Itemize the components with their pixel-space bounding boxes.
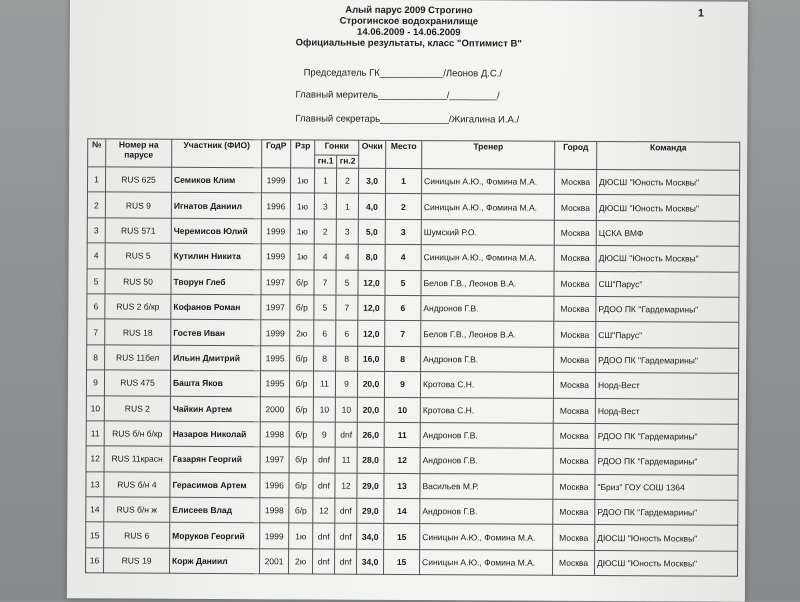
cell-city: Москва bbox=[553, 423, 595, 449]
event-dates: 14.06.2009 - 14.06.2009 bbox=[357, 26, 461, 39]
cell-sail: RUS 2 б/кр bbox=[105, 294, 171, 320]
cell-place: 12 bbox=[384, 448, 420, 474]
cell-coach: Андронов Г.В. bbox=[421, 346, 554, 372]
cell-rank: б/р bbox=[289, 473, 313, 499]
cell-coach: Андронов Г.В. bbox=[420, 499, 553, 525]
chief-measurer-signature-line: Главный меритель_____________/_________/ bbox=[295, 89, 500, 102]
cell-sail: RUS 475 bbox=[104, 370, 170, 396]
cell-team: РДОО ПК "Гардемарины" bbox=[596, 296, 739, 322]
cell-year: 1999 bbox=[261, 244, 290, 270]
cell-sail: RUS 571 bbox=[105, 218, 171, 244]
table-row bbox=[85, 548, 737, 577]
cell-r2: 9 bbox=[335, 371, 357, 397]
cell-team: Норд-Вест bbox=[595, 373, 738, 399]
cell-sail: RUS 19 bbox=[103, 548, 169, 574]
cell-team: ДЮСШ "Юность Москвы" bbox=[596, 246, 739, 272]
cell-place: 14 bbox=[384, 498, 420, 524]
results-sheet bbox=[67, 0, 748, 602]
cell-r2: 8 bbox=[336, 346, 358, 372]
cell-r1: 5 bbox=[314, 295, 336, 321]
cell-rank: б/р bbox=[289, 371, 313, 397]
table-row bbox=[87, 167, 739, 196]
cell-place: 10 bbox=[384, 397, 420, 423]
col-header-num: № bbox=[88, 139, 106, 167]
cell-points: 34,0 bbox=[357, 549, 384, 575]
cell-team: ЦСКА ВМФ bbox=[596, 220, 739, 246]
results-class-title: Официальные результаты, класс "Оптимист В" bbox=[295, 37, 522, 50]
table-row bbox=[87, 319, 739, 348]
cell-r1: dnf bbox=[313, 447, 335, 473]
cell-city: Москва bbox=[553, 449, 595, 475]
cell-points: 4,0 bbox=[358, 194, 385, 220]
cell-coach: Андронов Г.В. bbox=[420, 448, 553, 474]
cell-num: 7 bbox=[87, 319, 105, 344]
cell-num: 4 bbox=[87, 243, 105, 268]
cell-points: 20,0 bbox=[357, 371, 384, 397]
col-header-name: Участник (ФИО) bbox=[172, 139, 262, 167]
cell-r2: 6 bbox=[336, 320, 358, 346]
cell-name: Черемисов Юлий bbox=[171, 218, 261, 244]
table-row bbox=[87, 218, 739, 247]
cell-points: 12,0 bbox=[358, 295, 385, 321]
cell-place: 3 bbox=[385, 219, 421, 245]
cell-points: 8,0 bbox=[358, 244, 385, 270]
cell-year: 1998 bbox=[260, 422, 289, 448]
cell-place: 8 bbox=[385, 346, 421, 372]
table-row bbox=[86, 370, 738, 399]
table-row bbox=[87, 192, 739, 221]
cell-city: Москва bbox=[553, 398, 595, 424]
cell-r1: 10 bbox=[313, 397, 335, 423]
cell-year: 1997 bbox=[261, 269, 290, 295]
cell-coach: Синицын А.Ю., Фомина М.А. bbox=[420, 549, 553, 575]
cell-place: 4 bbox=[385, 245, 421, 271]
cell-team: РДОО ПК "Гардемарины" bbox=[596, 347, 739, 373]
col-header-points: Очки bbox=[359, 140, 386, 168]
cell-year: 1996 bbox=[260, 472, 289, 498]
cell-r2: 10 bbox=[335, 397, 357, 423]
cell-place: 2 bbox=[385, 194, 421, 220]
cell-coach: Васильев М.Р. bbox=[420, 473, 553, 499]
cell-r1: 6 bbox=[314, 320, 336, 346]
cell-coach: Шумский Р.О. bbox=[421, 219, 554, 245]
col-header-team: Команда bbox=[597, 141, 740, 170]
cell-team: РДОО ПК "Гардемарины" bbox=[595, 500, 738, 526]
cell-rank: 2ю bbox=[288, 549, 312, 575]
cell-rank: 1ю bbox=[290, 219, 314, 245]
cell-coach: Андронов Г.В. bbox=[421, 296, 554, 322]
col-header-place: Место bbox=[386, 140, 422, 168]
cell-team: ДЮСШ "Юность Москвы" bbox=[596, 169, 739, 195]
cell-city: Москва bbox=[554, 169, 596, 195]
table-row bbox=[86, 472, 738, 501]
cell-num: 3 bbox=[87, 218, 105, 243]
col-header-race2: гн.2 bbox=[337, 155, 359, 168]
cell-points: 5,0 bbox=[358, 219, 385, 245]
cell-name: Елисеев Влад bbox=[170, 497, 260, 523]
cell-team: ДЮСШ "Юность Москвы" bbox=[595, 525, 738, 551]
col-header-race1: гн.1 bbox=[315, 155, 337, 168]
event-title: Алый парус 2009 Строгино bbox=[345, 4, 473, 17]
table-row bbox=[87, 268, 739, 297]
cell-r1: 12 bbox=[313, 498, 335, 524]
col-header-city: Город bbox=[555, 141, 597, 169]
cell-city: Москва bbox=[553, 550, 595, 576]
cell-num: 14 bbox=[86, 497, 104, 522]
cell-r1: dnf bbox=[312, 549, 334, 575]
cell-rank: 2ю bbox=[290, 320, 314, 346]
cell-r2: 12 bbox=[335, 473, 357, 499]
results-table bbox=[85, 138, 740, 577]
cell-team: ДЮСШ "Юность Москвы" bbox=[596, 195, 739, 221]
cell-sail: RUS б/н б/кр bbox=[104, 421, 170, 447]
cell-city: Москва bbox=[553, 499, 595, 525]
cell-place: 6 bbox=[385, 295, 421, 321]
cell-r1: 3 bbox=[314, 193, 336, 219]
cell-name: Творун Глеб bbox=[171, 269, 261, 295]
cell-rank: 1ю bbox=[290, 168, 314, 194]
cell-rank: 1ю bbox=[290, 193, 314, 219]
cell-sail: RUS 18 bbox=[105, 319, 171, 345]
cell-year: 2001 bbox=[259, 549, 288, 575]
cell-rank: б/р bbox=[290, 269, 314, 295]
cell-city: Москва bbox=[554, 271, 596, 297]
cell-sail: RUS 9 bbox=[105, 192, 171, 218]
cell-name: Кофанов Роман bbox=[171, 294, 261, 320]
cell-r2: 5 bbox=[336, 270, 358, 296]
cell-place: 9 bbox=[384, 372, 420, 398]
cell-points: 26,0 bbox=[357, 422, 384, 448]
col-header-sail: Номер на парусе bbox=[106, 139, 172, 167]
cell-city: Москва bbox=[554, 322, 596, 348]
cell-coach: Синицын А.Ю., Фомина М.А. bbox=[421, 194, 554, 220]
cell-sail: RUS 6 bbox=[104, 522, 170, 548]
cell-team: СШ"Парус" bbox=[596, 322, 739, 348]
cell-name: Герасимов Артем bbox=[170, 472, 260, 498]
venue: Строгинское водохранилище bbox=[339, 15, 479, 28]
cell-coach: Белов Г.В., Леонов В.А. bbox=[421, 270, 554, 296]
cell-team: "Бриз" ГОУ СОШ 1364 bbox=[595, 474, 738, 500]
cell-num: 12 bbox=[86, 446, 104, 471]
cell-sail: RUS 2 bbox=[104, 395, 170, 421]
cell-rank: 1ю bbox=[289, 523, 313, 549]
cell-year: 1998 bbox=[260, 498, 289, 524]
cell-year: 1997 bbox=[261, 295, 290, 321]
cell-name: Назаров Николай bbox=[170, 421, 260, 447]
cell-r1: 4 bbox=[314, 244, 336, 270]
cell-city: Москва bbox=[554, 245, 596, 271]
cell-r1: 1 bbox=[314, 168, 336, 194]
cell-city: Москва bbox=[554, 220, 596, 246]
cell-r2: 7 bbox=[336, 295, 358, 321]
table-row bbox=[86, 395, 738, 424]
cell-points: 20,0 bbox=[357, 397, 384, 423]
cell-rank: б/р bbox=[289, 396, 313, 422]
table-row bbox=[87, 294, 739, 323]
cell-year: 1995 bbox=[260, 371, 289, 397]
cell-city: Москва bbox=[554, 195, 596, 221]
cell-name: Игнатов Даниил bbox=[171, 193, 261, 219]
cell-r1: 11 bbox=[313, 371, 335, 397]
cell-name: Чайкин Артем bbox=[170, 396, 260, 422]
cell-name: Корж Даниил bbox=[169, 548, 259, 574]
cell-points: 28,0 bbox=[357, 448, 384, 474]
table-row bbox=[87, 345, 739, 374]
cell-city: Москва bbox=[553, 372, 595, 398]
cell-city: Москва bbox=[553, 525, 595, 551]
cell-team: РДОО ПК "Гардемарины" bbox=[595, 449, 738, 475]
cell-sail: RUS б/н 4 bbox=[104, 472, 170, 498]
col-header-rank: Рзр bbox=[291, 140, 315, 168]
cell-coach: Синицын А.Ю., Фомина М.А. bbox=[422, 169, 555, 195]
cell-r2: dnf bbox=[335, 498, 357, 524]
cell-name: Гостев Иван bbox=[171, 320, 261, 346]
cell-points: 29,0 bbox=[357, 473, 384, 499]
cell-rank: б/р bbox=[289, 498, 313, 524]
cell-sail: RUS 50 bbox=[105, 268, 171, 294]
cell-team: Норд-Вест bbox=[595, 398, 738, 424]
cell-points: 3,0 bbox=[359, 168, 386, 194]
cell-r2: 11 bbox=[335, 447, 357, 473]
cell-year: 1999 bbox=[260, 523, 289, 549]
cell-place: 13 bbox=[384, 473, 420, 499]
cell-name: Башта Яков bbox=[170, 370, 260, 396]
table-row bbox=[86, 446, 738, 475]
cell-sail: RUS 11красн bbox=[104, 446, 170, 472]
cell-rank: 1ю bbox=[290, 244, 314, 270]
chairman-signature-line: Председатель ГК____________/Леонов Д.С./ bbox=[303, 67, 503, 80]
cell-rank: б/р bbox=[289, 422, 313, 448]
cell-points: 29,0 bbox=[357, 498, 384, 524]
cell-num: 15 bbox=[86, 522, 104, 547]
cell-place: 11 bbox=[384, 422, 420, 448]
cell-team: СШ"Парус" bbox=[596, 271, 739, 297]
cell-rank: б/р bbox=[290, 346, 314, 372]
cell-num: 2 bbox=[87, 192, 105, 217]
cell-team: ДЮСШ "Юность Москвы" bbox=[595, 550, 738, 576]
cell-r2: dnf bbox=[335, 422, 357, 448]
cell-r2: dnf bbox=[334, 549, 356, 575]
cell-r2: 4 bbox=[336, 244, 358, 270]
cell-num: 10 bbox=[86, 395, 104, 420]
cell-num: 5 bbox=[87, 268, 105, 293]
cell-num: 13 bbox=[86, 472, 104, 497]
cell-year: 1999 bbox=[261, 219, 290, 245]
table-row bbox=[87, 243, 739, 272]
cell-coach: Кротова С.Н. bbox=[420, 372, 553, 398]
cell-r2: 1 bbox=[336, 194, 358, 220]
cell-points: 12,0 bbox=[358, 321, 385, 347]
cell-points: 16,0 bbox=[358, 346, 385, 372]
cell-year: 2000 bbox=[260, 396, 289, 422]
cell-rank: б/р bbox=[290, 295, 314, 321]
cell-place: 5 bbox=[385, 270, 421, 296]
cell-sail: RUS 625 bbox=[105, 167, 171, 193]
cell-coach: Белов Г.В., Леонов В.А. bbox=[421, 321, 554, 347]
cell-place: 15 bbox=[384, 524, 420, 550]
col-header-races: Гонки bbox=[315, 140, 359, 155]
cell-r2: 3 bbox=[336, 219, 358, 245]
cell-points: 34,0 bbox=[357, 524, 384, 550]
cell-r1: dnf bbox=[313, 523, 335, 549]
cell-name: Моруков Георгий bbox=[170, 523, 260, 549]
cell-num: 11 bbox=[86, 421, 104, 446]
cell-coach: Кротова С.Н. bbox=[420, 397, 553, 423]
cell-sail: RUS б/н ж bbox=[104, 497, 170, 523]
cell-sail: RUS 5 bbox=[105, 243, 171, 269]
cell-num: 6 bbox=[87, 294, 105, 319]
cell-coach: Синицын А.Ю., Фомина М.А. bbox=[420, 524, 553, 550]
cell-year: 1997 bbox=[260, 447, 289, 473]
cell-r2: dnf bbox=[335, 524, 357, 550]
cell-year: 1999 bbox=[261, 168, 290, 194]
cell-r2: 2 bbox=[336, 168, 358, 194]
cell-num: 8 bbox=[87, 345, 105, 370]
cell-r1: 8 bbox=[314, 346, 336, 372]
cell-year: 1996 bbox=[261, 193, 290, 219]
cell-place: 7 bbox=[385, 321, 421, 347]
cell-rank: б/р bbox=[289, 447, 313, 473]
cell-sail: RUS 11бел bbox=[105, 345, 171, 371]
cell-city: Москва bbox=[553, 474, 595, 500]
cell-name: Кутилин Никита bbox=[171, 243, 261, 269]
cell-num: 9 bbox=[86, 370, 104, 395]
cell-name: Ильин Дмитрий bbox=[171, 345, 261, 371]
cell-place: 15 bbox=[384, 549, 420, 575]
cell-name: Газарян Георгий bbox=[170, 447, 260, 473]
table-row bbox=[86, 421, 738, 450]
chief-secretary-signature-line: Главный секретарь_____________/Жигалина И.А./ bbox=[295, 113, 520, 126]
cell-coach: Синицын А.Ю., Фомина М.А. bbox=[421, 245, 554, 271]
table-header-row bbox=[88, 139, 740, 157]
cell-num: 1 bbox=[87, 167, 105, 192]
cell-year: 1995 bbox=[261, 345, 290, 371]
cell-team: РДОО ПК "Гардемарины" bbox=[595, 423, 738, 449]
cell-year: 1999 bbox=[261, 320, 290, 346]
col-header-year: ГодР bbox=[262, 140, 291, 168]
cell-coach: Андронов Г.В. bbox=[420, 422, 553, 448]
table-row bbox=[86, 522, 738, 551]
cell-place: 1 bbox=[386, 168, 422, 194]
table-row bbox=[86, 497, 738, 526]
cell-city: Москва bbox=[554, 347, 596, 373]
cell-num: 16 bbox=[85, 548, 103, 573]
cell-r1: 2 bbox=[314, 219, 336, 245]
cell-points: 12,0 bbox=[358, 270, 385, 296]
page-number: 1 bbox=[697, 7, 705, 20]
cell-r1: 7 bbox=[314, 270, 336, 296]
cell-name: Семиков Клим bbox=[171, 167, 261, 193]
cell-r1: dnf bbox=[313, 473, 335, 499]
col-header-coach: Тренер bbox=[422, 141, 555, 170]
cell-city: Москва bbox=[554, 296, 596, 322]
cell-r1: 9 bbox=[313, 422, 335, 448]
results-body bbox=[85, 167, 739, 577]
